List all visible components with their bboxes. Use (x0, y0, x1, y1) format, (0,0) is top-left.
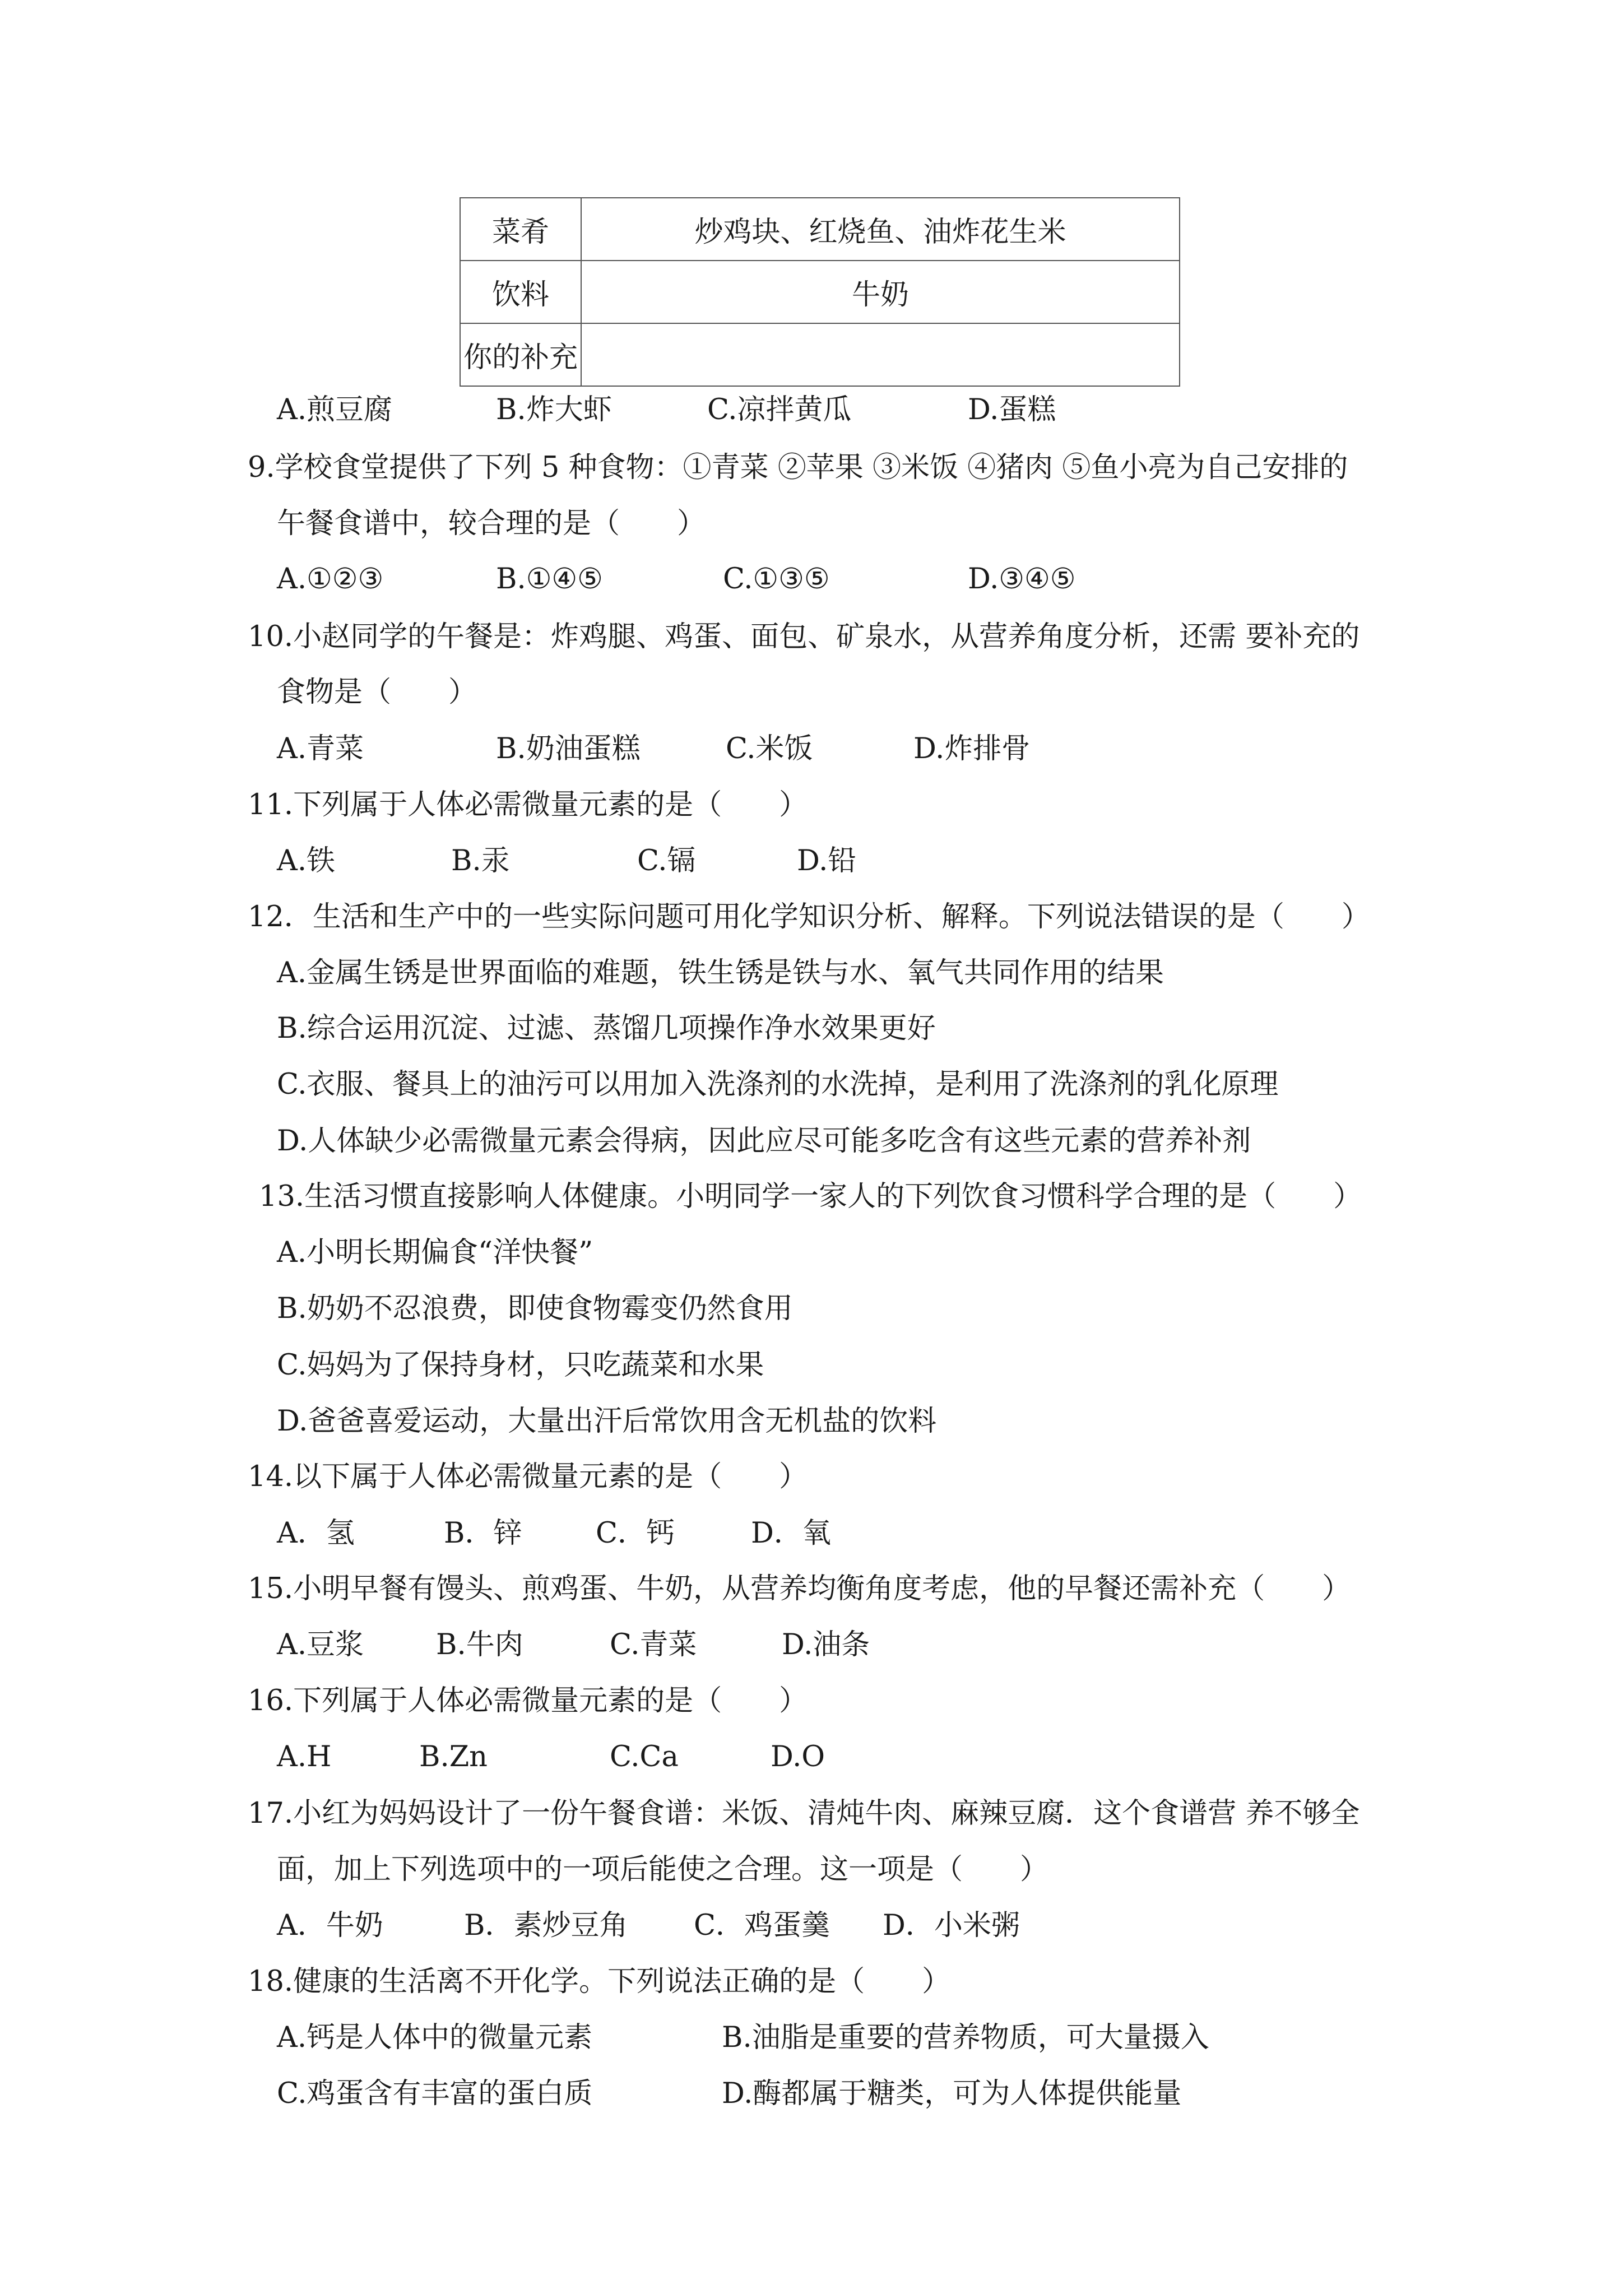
q13-option-b: B.奶奶不忍浪费，即使食物霉变仍然食用 (277, 1292, 793, 1325)
table-row-value: 牛奶 (581, 261, 1180, 323)
q9-option-c: C.①③⑤ (723, 563, 830, 596)
q17-stem-line2: 面，加上下列选项中的一项后能使之合理。这一项是（ ） (277, 1853, 1049, 1886)
q13-option-d: D.爸爸喜爱运动，大量出汗后常饮用含无机盐的饮料 (277, 1405, 937, 1438)
q10-option-b: B.奶油蛋糕 (496, 732, 641, 765)
q8-option-d: D.蛋糕 (968, 393, 1056, 426)
q8-option-b: B.炸大虾 (496, 393, 612, 426)
table-row (460, 323, 1180, 386)
q16-option-d: D.O (771, 1740, 825, 1773)
q15-option-a: A.豆浆 (277, 1628, 364, 1661)
q18-option-b: B.油脂是重要的营养物质，可大量摄入 (722, 2021, 1209, 2054)
q17-option-b: B．素炒豆角 (464, 1909, 628, 1942)
q15-option-d: D.油条 (782, 1628, 870, 1661)
q11-option-c: C.镉 (637, 844, 696, 877)
q18-option-d: D.酶都属于糖类，可为人体提供能量 (722, 2077, 1182, 2110)
q17-stem-line1: 17.小红为妈妈设计了一份午餐食谱：米饭、清炖牛肉、麻辣豆腐．这个食谱营 养不够全 (248, 1797, 1360, 1830)
q15-option-b: B.牛肉 (436, 1628, 523, 1661)
q13-option-c: C.妈妈为了保持身材，只吃蔬菜和水果 (277, 1349, 764, 1382)
q18-stem: 18.健康的生活离不开化学。下列说法正确的是（ ） (248, 1965, 951, 1998)
menu-table (460, 197, 1180, 387)
q15-stem: 15.小明早餐有馒头、煎鸡蛋、牛奶，从营养均衡角度考虑，他的早餐还需补充（ ） (248, 1572, 1351, 1605)
table-row-value: 炒鸡块、红烧鱼、油炸花生米 (581, 198, 1180, 261)
table-row-label: 菜肴 (460, 198, 581, 261)
q10-option-c: C.米饭 (726, 732, 813, 765)
q14-option-b: B．锌 (444, 1517, 522, 1550)
q17-option-a: A．牛奶 (277, 1909, 383, 1942)
q9-stem-line2: 午餐食谱中，较合理的是（ ） (277, 507, 706, 540)
q11-stem: 11.下列属于人体必需微量元素的是（ ） (248, 788, 808, 821)
q11-option-d: D.铅 (797, 844, 857, 877)
q17-option-d: D．小米粥 (883, 1909, 1020, 1942)
q18-option-c: C.鸡蛋含有丰富的蛋白质 (277, 2077, 593, 2110)
table-row-value (581, 323, 1180, 386)
q17-option-c: C．鸡蛋羹 (694, 1909, 830, 1942)
q14-option-a: A．氢 (277, 1517, 355, 1550)
q12-option-c: C.衣服、餐具上的油污可以用加入洗涤剂的水洗掉，是利用了洗涤剂的乳化原理 (277, 1068, 1279, 1101)
table-row (460, 198, 1180, 261)
q10-option-d: D.炸排骨 (913, 732, 1031, 765)
q12-option-a: A.金属生锈是世界面临的难题，铁生锈是铁与水、氧气共同作用的结果 (277, 956, 1164, 990)
q11-option-b: B.汞 (451, 844, 510, 877)
q16-option-c: C.Ca (610, 1740, 679, 1773)
q16-option-a: A.H (277, 1740, 332, 1773)
q12-option-d: D.人体缺少必需微量元素会得病，因此应尽可能多吃含有这些元素的营养补剂 (277, 1125, 1251, 1158)
q18-option-a: A.钙是人体中的微量元素 (277, 2021, 593, 2054)
q16-option-b: B.Zn (419, 1740, 488, 1773)
q15-option-c: C.青菜 (610, 1628, 697, 1661)
q9-stem-line1: 9.学校食堂提供了下列 5 种食物：①青菜 ②苹果 ③米饭 ④猪肉 ⑤鱼小亮为自己安排的 (248, 451, 1348, 484)
q10-stem-line1: 10.小赵同学的午餐是：炸鸡腿、鸡蛋、面包、矿泉水，从营养角度分析，还需 要补充的 (248, 620, 1360, 653)
table-row-label: 饮料 (460, 261, 581, 323)
q12-stem: 12．生活和生产中的一些实际问题可用化学知识分析、解释。下列说法错误的是（ ） (248, 900, 1370, 934)
q13-stem: 13.生活习惯直接影响人体健康。小明同学一家人的下列饮食习惯科学合理的是（ ） (259, 1180, 1362, 1213)
q12-option-b: B.综合运用沉淀、过滤、蒸馏几项操作净水效果更好 (277, 1012, 936, 1045)
q8-option-c: C.凉拌黄瓜 (707, 393, 852, 426)
table-row (460, 261, 1180, 323)
q8-option-a: A.煎豆腐 (277, 393, 393, 426)
q9-option-a: A.①②③ (277, 563, 384, 596)
q10-option-a: A.青菜 (277, 732, 364, 765)
q14-option-c: C．钙 (596, 1517, 675, 1550)
q13-option-a: A.小明长期偏食“洋快餐” (277, 1236, 593, 1269)
q14-stem: 14.以下属于人体必需微量元素的是（ ） (248, 1460, 808, 1493)
table-row-label: 你的补充 (460, 323, 581, 386)
q14-option-d: D．氧 (751, 1517, 831, 1550)
q10-stem-line2: 食物是（ ） (277, 676, 477, 709)
q9-option-b: B.①④⑤ (496, 563, 603, 596)
q9-option-d: D.③④⑤ (968, 563, 1076, 596)
q11-option-a: A.铁 (277, 844, 336, 877)
q16-stem: 16.下列属于人体必需微量元素的是（ ） (248, 1684, 808, 1717)
